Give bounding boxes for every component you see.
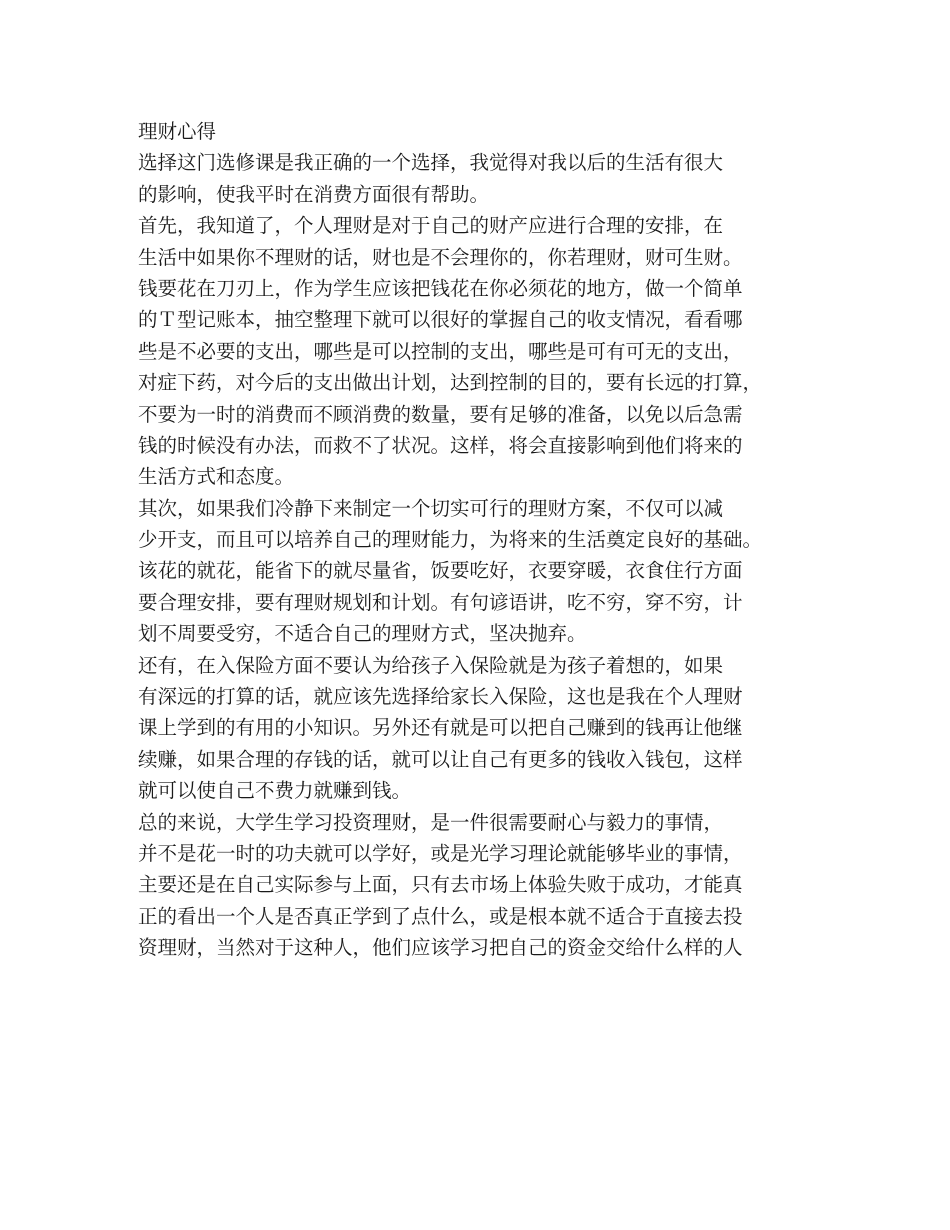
text-line: 要合理安排，要有理财规划和计划。有句谚语讲，吃不穷，穿不穷，计 <box>138 590 743 614</box>
text-line: 续赚，如果合理的存钱的话，就可以让自己有更多的钱收入钱包，这样 <box>138 747 743 771</box>
text-line: 并不是花一时的功夫就可以学好，或是光学习理论就能够毕业的事情， <box>138 841 743 865</box>
text-line: 首先，我知道了，个人理财是对于自己的财产应进行合理的安排，在 <box>138 214 724 238</box>
text-line: 生活方式和态度。 <box>138 465 295 489</box>
text-line: 课上学到的有用的小知识。另外还有就是可以把自己赚到的钱再让他继 <box>138 716 743 740</box>
text-line: 该花的就花，能省下的就尽量省，饭要吃好，衣要穿暖，衣食住行方面 <box>138 559 743 583</box>
text-line: 的影响，使我平时在消费方面很有帮助。 <box>138 182 490 206</box>
document-title: 理财心得 <box>138 120 217 143</box>
document-body <box>138 116 818 964</box>
text-line: 钱要花在刀刃上，作为学生应该把钱花在你必须花的地方，做一个简单 <box>138 276 743 300</box>
text-line: 总的来说，大学生学习投资理财，是一件很需要耐心与毅力的事情， <box>138 810 724 834</box>
text-line: 的Ｔ型记账本，抽空整理下就可以很好的掌握自己的收支情况，看看哪 <box>138 308 743 332</box>
text-line: 少开支，而且可以培养自己的理财能力，为将来的生活奠定良好的基础。 <box>138 528 763 552</box>
text-line: 不要为一时的消费而不顾消费的数量，要有足够的准备，以免以后急需 <box>138 402 743 426</box>
text-line: 主要还是在自己实际参与上面，只有去市场上体验失败于成功，才能真 <box>138 873 743 897</box>
text-line: 些是不必要的支出，哪些是可以控制的支出，哪些是可有可无的支出， <box>138 339 743 363</box>
text-line: 就可以使自己不费力就赚到钱。 <box>138 779 412 803</box>
text-line: 对症下药，对今后的支出做出计划，达到控制的目的，要有长远的打算， <box>138 371 763 395</box>
text-line: 其次，如果我们冷静下来制定一个切实可行的理财方案，不仅可以减 <box>138 496 724 520</box>
text-line: 划不周要受穷，不适合自己的理财方式，坚决抛弃。 <box>138 622 587 646</box>
text-line: 正的看出一个人是否真正学到了点什么，或是根本就不适合于直接去投 <box>138 904 743 928</box>
text-line: 生活中如果你不理财的话，财也是不会理你的，你若理财，财可生财。 <box>138 245 743 269</box>
text-line: 还有，在入保险方面不要认为给孩子入保险就是为孩子着想的，如果 <box>138 653 724 677</box>
text-line: 钱的时候没有办法，而救不了状况。这样，将会直接影响到他们将来的 <box>138 433 743 457</box>
text-line: 选择这门选修课是我正确的一个选择，我觉得对我以后的生活有很大 <box>138 151 724 175</box>
text-line: 资理财，当然对于这种人，他们应该学习把自己的资金交给什么样的人 <box>138 936 743 960</box>
text-line: 有深远的打算的话，就应该先选择给家长入保险，这也是我在个人理财 <box>138 685 743 709</box>
